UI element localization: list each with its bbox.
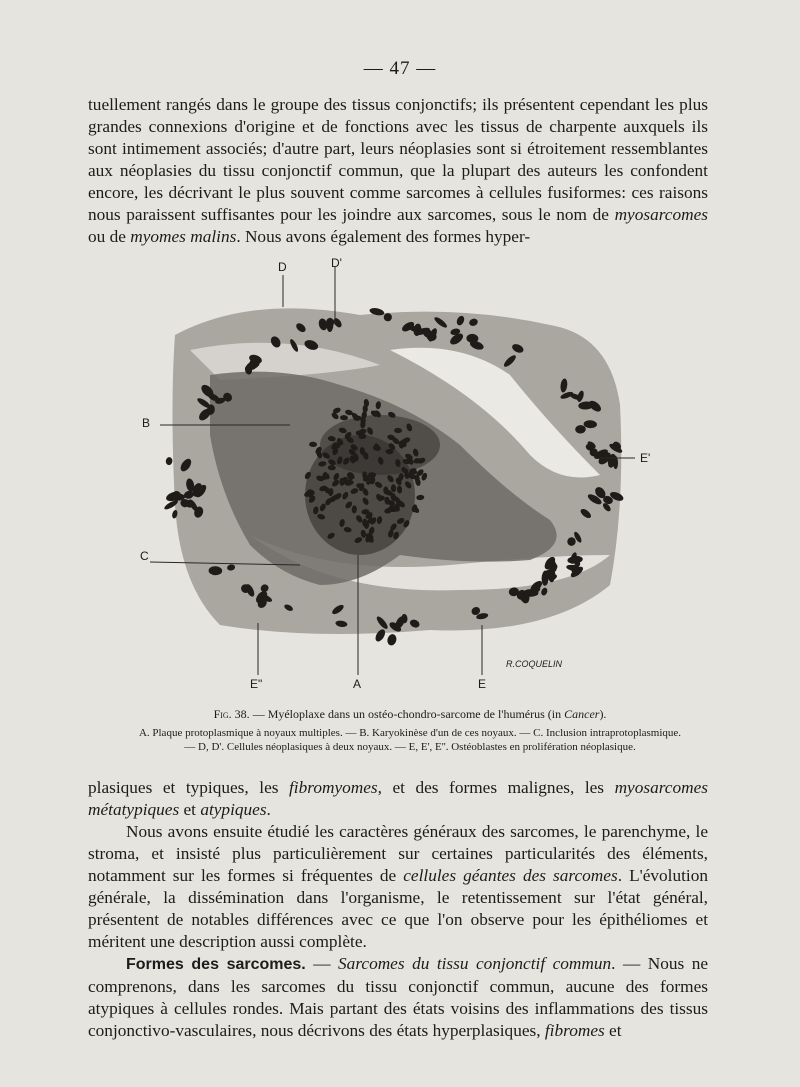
- text-run: . Nous avons également des formes hyper-: [236, 227, 531, 246]
- figure-label-e-double-prime: E": [250, 677, 263, 691]
- paragraph: [88, 953, 708, 1042]
- legend-line: A. Plaque protoplasmique à noyaux multiples. — B. Karyokinèse d'un de ces noyaux. — C. Inclusion intraprotoplasmique.: [138, 727, 682, 739]
- figure-label-d: D: [278, 260, 287, 274]
- text-run: .: [266, 800, 271, 819]
- text-run-italic: fibromyomes: [289, 778, 378, 797]
- text-run: —: [305, 954, 339, 973]
- text-run-italic: Sarcomes du tissu conjonctif commun: [338, 954, 612, 973]
- figure-label-e-prime: E': [640, 451, 651, 465]
- text-run: Nous avons ensuite étudié les caractères généraux des sarcomes, le parenchyme, le stroma, et insisté plus particulièrement sur certaines particularités des éléments, notamment sur les formes si fréquentes de: [88, 822, 708, 885]
- legend-line: — D, D'. Cellules néoplasiques à deux noyaux. — E, E', E''. Ostéoblastes en prolifération néoplasique.: [184, 741, 636, 753]
- paragraph-top: [88, 94, 708, 248]
- caption-text: ).: [599, 707, 607, 721]
- figure-caption: [110, 707, 710, 721]
- figure-legend: [110, 726, 710, 754]
- nucleus: [427, 332, 437, 341]
- caption-text: — Myéloplaxe dans un ostéo-chondro-sarcome de l'humérus (in: [249, 707, 565, 721]
- figure-label-e: E: [478, 677, 487, 691]
- text-run: . — Nous ne comprenons, dans les sarcomes du tissu conjonctif commun, aucune des formes atypiques à cellules rondes. Mais partant des états voisins des inflammations des tissus conjonctivo-vasculaires, nous décrivons des états hyperplasiques,: [88, 954, 709, 1040]
- text-run-italic: fibromes: [544, 1021, 605, 1040]
- text-run: et: [604, 1021, 622, 1040]
- text-run: , et des formes malignes, les: [377, 778, 615, 797]
- caption-italic: Cancer: [564, 707, 600, 721]
- paragraph: [88, 821, 708, 953]
- figure-signature: R.COQUELIN: [506, 659, 563, 669]
- text-run: plasiques et typiques, les: [88, 778, 289, 797]
- text-run: ou de: [88, 227, 131, 246]
- text-run: . L'évolution générale, la dissémination dans l'organisme, le retentissement sur l'état général, présentent de notables différences avec ce que l'on observe pour les épithéliomes et méritent une description aussi complète.: [88, 866, 709, 951]
- text-run-italic: myosarcomes métatypiques: [88, 778, 708, 819]
- figure-number: Fig. 38.: [213, 707, 250, 721]
- figure-label-a: A: [353, 677, 362, 691]
- text-run-italic: atypiques: [200, 800, 267, 819]
- nucleus: [386, 633, 397, 646]
- text-run: tuellement rangés dans le groupe des tissus conjonctifs; ils présentent cependant les plus grandes connexions d'origine et de fonctions avec les tissus de charpente auxquels ils sont intimement associés; d'autre part, leurs néoplasies sont si étroitement ressemblantes aux néoplasies du tissu conjonctif commun, que la plupart des auteurs les confondent encore, les décrivant le plus souvent comme sarcomes à cellules fusiformes: ces raisons nous paraissent suffisantes pour les joindre aux sarcomes, sous le nom de: [88, 95, 708, 224]
- paragraph-bottom: [88, 777, 708, 1042]
- nucleus: [165, 457, 173, 466]
- figure-label-b: B: [142, 416, 151, 430]
- figure-38-illustration: [130, 255, 670, 695]
- figure-label-c: C: [140, 549, 149, 563]
- text-run-italic: cellules géantes des sarcomes: [403, 866, 618, 885]
- page-number: — 47 —: [363, 58, 437, 79]
- paragraph: [88, 777, 708, 821]
- text-run-italic: myosarcomes: [614, 205, 708, 224]
- section-heading: Formes des sarcomes.: [126, 956, 306, 973]
- figure-label-d-prime: D': [331, 256, 342, 270]
- text-run: et: [179, 800, 201, 819]
- text-run-italic: myomes malins: [130, 227, 237, 246]
